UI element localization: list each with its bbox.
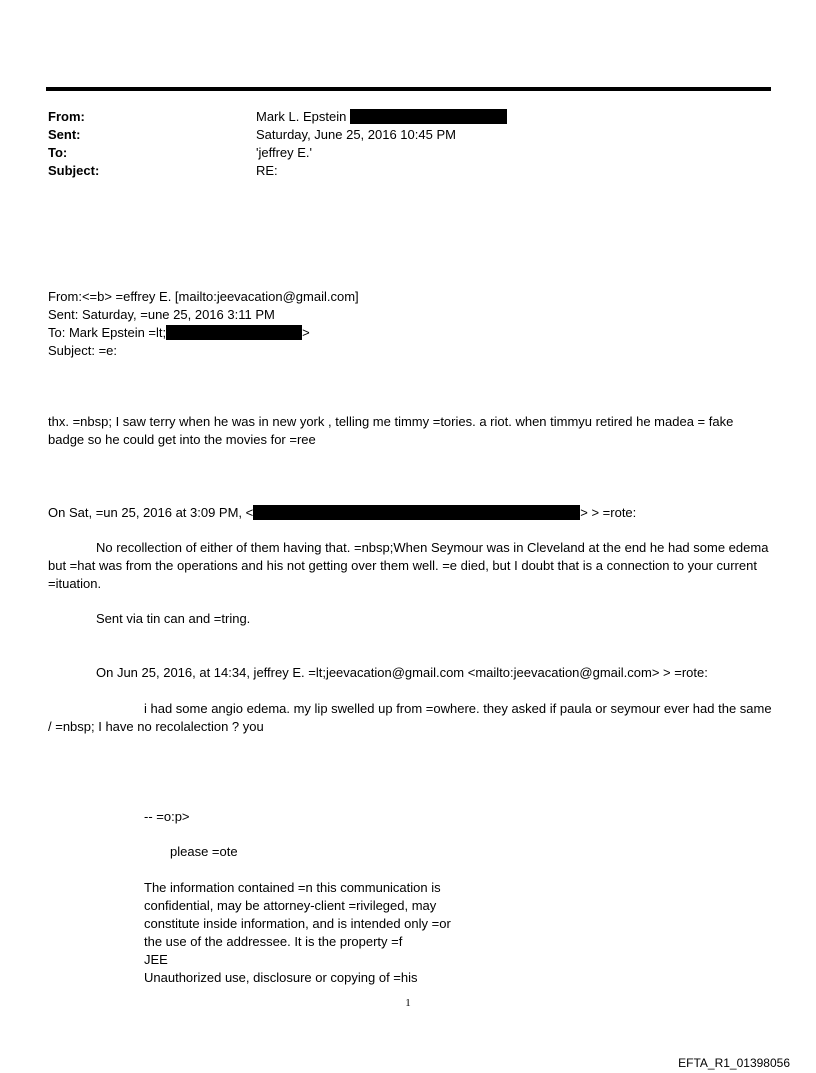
- from-value: [256, 108, 507, 126]
- quoted-to: [48, 324, 359, 342]
- quoted-from: From:<=b> =effrey E. [mailto:jeevacation@gmail.com]: [48, 289, 359, 304]
- recollection-text: No recollection of either of them having that. =nbsp;When Seymour was in Cleveland at the end he had some edema but =hat was from the operations and his not getting over them well. =e died, but I doubt that is a connection to your current =ituation.: [48, 540, 769, 591]
- please-note: please =ote: [170, 844, 238, 859]
- angio-paragraph: [48, 700, 772, 736]
- disclaimer-line: The information contained =n this communication is: [144, 880, 441, 895]
- redaction-bar: [166, 325, 302, 340]
- quoted-to-prefix: To: Mark Epstein =lt;: [48, 325, 167, 340]
- quoted-subject: Subject: =e:: [48, 343, 118, 358]
- from-label: From:: [48, 109, 85, 124]
- disclaimer-line: Unauthorized use, disclosure or copying of =his: [144, 970, 418, 985]
- sent-label: Sent:: [48, 127, 81, 142]
- signature-separator: -- =o:p>: [144, 809, 190, 824]
- redaction-bar: [253, 505, 580, 520]
- disclaimer: [144, 879, 451, 987]
- disclaimer-line: constitute inside information, and is intended only =or: [144, 916, 451, 931]
- sent-value: Saturday, June 25, 2016 10:45 PM: [256, 127, 456, 142]
- recollection-paragraph: [48, 539, 772, 593]
- redaction-bar: [350, 109, 507, 124]
- quoted-sent: Sent: Saturday, =une 25, 2016 3:11 PM: [48, 307, 275, 322]
- quoted-header: [48, 288, 359, 360]
- on-sat-suffix: > > =rote:: [580, 505, 637, 520]
- reply-paragraph: thx. =nbsp; I saw terry when he was in new york , telling me timmy =tories. a riot. when timmyu retired he madea = fake badge so he could get into the movies for =ree: [48, 414, 734, 447]
- to-value: 'jeffrey E.': [256, 145, 313, 160]
- disclaimer-line: the use of the addressee. It is the property =f: [144, 934, 403, 949]
- disclaimer-line: JEE: [144, 952, 168, 967]
- sent-via-line: Sent via tin can and =tring.: [96, 611, 251, 626]
- on-sat-line: [48, 504, 636, 522]
- on-jun-line: On Jun 25, 2016, at 14:34, jeffrey E. =lt;jeevacation@gmail.com <mailto:jeevacation@gmail.com> > =rote:: [96, 665, 708, 680]
- subject-value: RE:: [256, 163, 278, 178]
- subject-label: Subject:: [48, 163, 100, 178]
- from-name: Mark L. Epstein: [256, 109, 347, 124]
- on-sat-prefix: On Sat, =un 25, 2016 at 3:09 PM, <: [48, 505, 254, 520]
- angio-text: i had some angio edema. my lip swelled up from =owhere. they asked if paula or seymour ever had the same / =nbsp; I have no recolalection ? you: [48, 701, 772, 734]
- page-number: 1: [405, 997, 411, 1009]
- header-divider: [46, 87, 771, 91]
- quoted-to-suffix: >: [302, 325, 310, 340]
- to-label: To:: [48, 145, 68, 160]
- document-id: EFTA_R1_01398056: [678, 1056, 790, 1070]
- disclaimer-line: confidential, may be attorney-client =rivileged, may: [144, 898, 437, 913]
